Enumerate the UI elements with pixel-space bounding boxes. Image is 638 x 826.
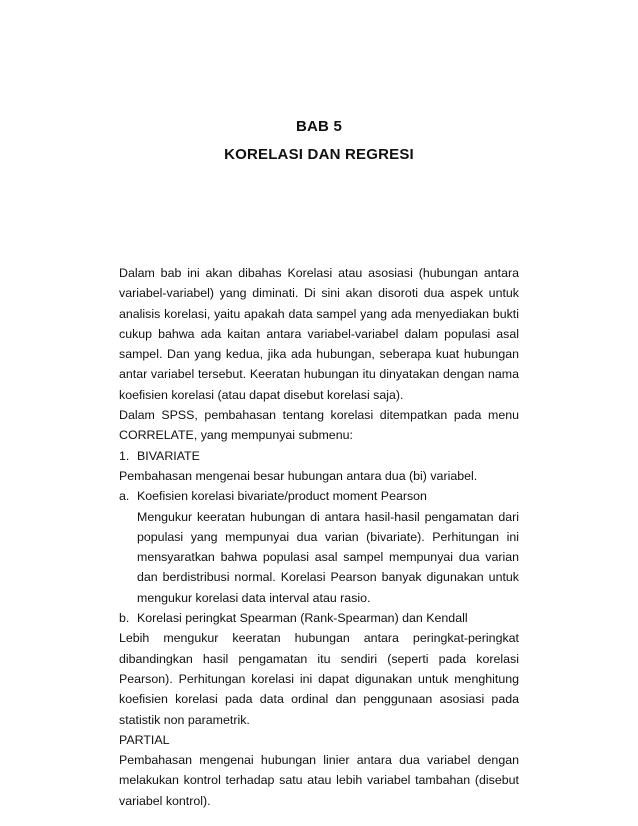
list-letter: a. — [119, 489, 130, 504]
list-label: Koefisien korelasi bivariate/product moment Pearson — [137, 489, 427, 504]
list-item-spearman — [119, 608, 519, 628]
partial-label: PARTIAL — [119, 732, 170, 747]
spss-paragraph: Dalam SPSS, pembahasan tentang korelasi ditempatkan pada menu CORRELATE, yang mempunyai submenu: — [119, 408, 519, 443]
list-item-bivariate — [119, 446, 519, 466]
spearman-description: Lebih mengukur keeratan hubungan antara peringkat-peringkat dibandingkan hasil pengamatan itu sendiri (seperti pada korelasi Pearson). Perhitungan korelasi ini dapat digunakan untuk menghitung koefisien korelasi pada data ordinal dan penggunaan asosiasi pada statistik non parametrik. — [119, 631, 519, 727]
list-item-pearson — [119, 486, 519, 506]
bivariate-description: Pembahasan mengenai besar hubungan antara dua (bi) variabel. — [119, 468, 478, 483]
chapter-number: BAB 5 — [295, 118, 342, 135]
list-label: BIVARIATE — [137, 448, 200, 463]
body-text — [119, 263, 519, 811]
list-letter: b. — [119, 611, 130, 626]
chapter-title: KORELASI DAN REGRESI — [224, 146, 414, 163]
intro-paragraph: Dalam bab ini akan dibahas Korelasi atau asosiasi (hubungan antara variabel-variabel) yang diminati. Di sini akan disoroti dua aspek untuk analisis korelasi, yaitu apakah data sampel yang ada menyediakan bukti cukup bahwa ada kaitan antara variabel-variabel dalam populasi asal sampel. Dan yang kedua, jika ada hubungan, seberapa kuat hubungan antar variabel tersebut. Keeratan hubungan itu dinyatakan dengan nama koefisien korelasi (atau dapat disebut korelasi saja). — [119, 266, 519, 402]
list-label: Korelasi peringkat Spearman (Rank-Spearman) dan Kendall — [137, 611, 468, 626]
partial-description: Pembahasan mengenai hubungan linier antara dua variabel dengan melakukan kontrol terhadap satu atau lebih variabel tambahan (disebut variabel kontrol). — [119, 753, 519, 808]
pearson-description: Mengukur keeratan hubungan di antara hasil-hasil pengamatan dari populasi yang mempunyai dua varian (bivariate). Perhitungan ini mensyaratkan bahwa populasi asal sampel mempunyai dua varian dan berdistribusi normal. Korelasi Pearson banyak digunakan untuk mengukur korelasi data interval atau rasio. — [137, 509, 519, 605]
list-number: 1. — [119, 448, 130, 463]
